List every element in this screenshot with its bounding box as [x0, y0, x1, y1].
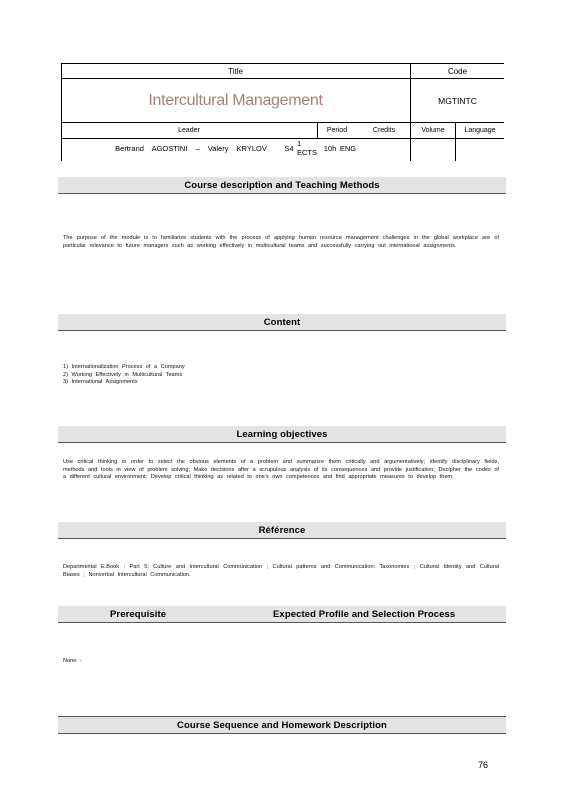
language-value: ENG	[339, 143, 357, 153]
section-description-text: The purpose of the module is to familiarize students with the process of applying human resource management challenges in the global workplace are of particular relevance to future managers such as working effectively in multicultural teams and successfully carrying out international assignments.	[63, 235, 499, 249]
section-reference-title: Référence	[58, 522, 506, 539]
code-label: Code	[447, 66, 468, 76]
course-code: MGTINTC	[438, 95, 477, 106]
section-objectives-title: Learning objectives	[58, 426, 506, 443]
volume-label: Volume	[421, 127, 445, 134]
credits-value: 1 ECTS	[297, 139, 318, 157]
credits-label: Credits	[372, 127, 396, 134]
section-content-title: Content	[58, 314, 506, 331]
list-item: 3) International Assignments	[63, 379, 138, 385]
leader-label: Leader	[178, 127, 200, 134]
page-number: 76	[478, 760, 489, 770]
table-border-labels-row	[61, 138, 504, 139]
section-prerequisite-text: None -	[63, 658, 82, 664]
period-label: Period	[326, 127, 348, 134]
title-label: Title	[228, 66, 243, 76]
section-reference-text: Departmental E.Book : Part 5: Culture and Intercultural Communication ; Cultural patterns and Communication: Taxonomies ; Cultural Identity and Cultural Biases ; Nonverbal Intercultural Communication.	[63, 564, 499, 578]
content-list	[63, 364, 499, 387]
section-prerequisite-title: Prerequisite	[110, 608, 167, 620]
language-label: Language	[464, 127, 496, 134]
section-prerequisite-bar	[58, 606, 506, 623]
course-header-table	[61, 63, 504, 161]
list-item: 2) Working Effectively in Multicultural Teams	[63, 371, 183, 378]
leader-value: Bertrand AGOSTINI – Valery KRYLOV	[115, 143, 267, 153]
period-value: S4	[284, 143, 294, 153]
section-description-title: Course description and Teaching Methods	[58, 177, 506, 194]
list-item: 1) Internationalization Process of a Company	[63, 364, 185, 370]
volume-value: 10h	[323, 143, 337, 153]
section-expected-profile-title: Expected Profile and Selection Process	[273, 608, 456, 620]
section-sequence-title: Course Sequence and Homework Description	[58, 716, 506, 734]
course-title: Intercultural Management	[148, 91, 323, 109]
section-objectives-text: Use critical thinking in order to select the obvious elements of a problem and summarize them critically and argumentatively; identify disciplinary fields, methods and tools in view of problem solving; Make decisions after a scrupulous analysis of its consequences and provide justification; Decipher the codes of a different cultural environment; Develop critical thinking as related to one's own competences and find appropriate measures to develop them;	[63, 459, 499, 480]
